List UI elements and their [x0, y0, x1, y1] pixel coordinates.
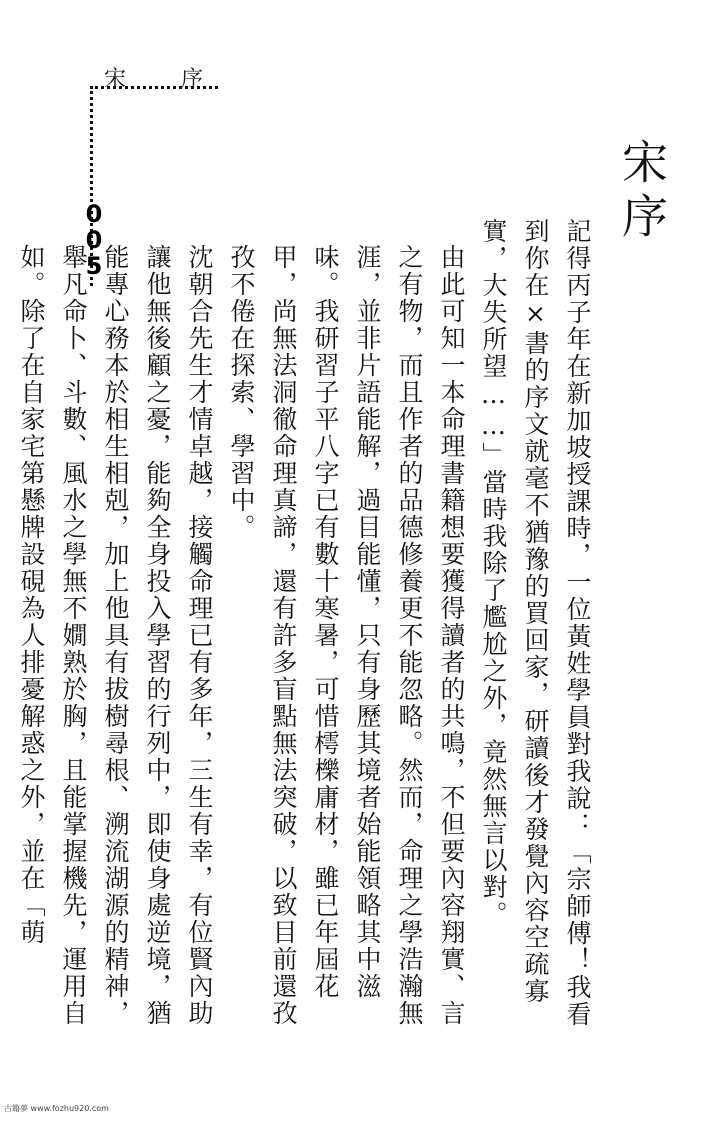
dotted-rule-horizontal: [90, 86, 218, 89]
paragraph-3: 沈朝合先生才情卓越，接觸命理已有多年，三生有幸，有位賢內助讓他無後顧之憂，能夠全身投入學習的行列中，即使身處逆境，猶能專心務本於相生相剋，加上他具有拔樹尋根、溯流湖源的精神，舉凡命卜、斗數、風水之學無不嫺熟於胸，且能掌握機先，運用自如。除了在自家宅第懸牌設硯為人排憂解惑之外，並在「萌: [17, 244, 214, 1027]
paragraph-2: 由此可知一本命理書籍想要獲得讀者的共鳴，不但要內容翔實、言之有物，而且作者的品德修養更不能忽略。然而，命理之學浩瀚無涯，並非片語能解，過目能懂，只有身歷其境者始能領略其中滋味。我研習子平八字已有數十寒暑，可惜樗櫟庸材，雖已年屆花甲，尚無法洞徹命理真諦，還有許多盲點無法突破，以致目前還孜孜不倦在探索、學習中。: [227, 244, 466, 1027]
running-head: 宋 序: [104, 67, 227, 92]
footer-watermark: 古籍夢 www.fozhu920.com: [4, 1104, 109, 1113]
chapter-title: 宋序: [615, 138, 669, 246]
paragraph-1: 記得丙子年在新加坡授課時，一位黃姓學員對我說：「宗師傅！我看到你在×書的序文就毫不猶豫的買回家，研讀後才發覺內容空疏寡實，大失所望……」當時我除了尷尬之外，竟然無言以對。: [479, 218, 592, 1028]
page-number: 005: [80, 200, 108, 278]
